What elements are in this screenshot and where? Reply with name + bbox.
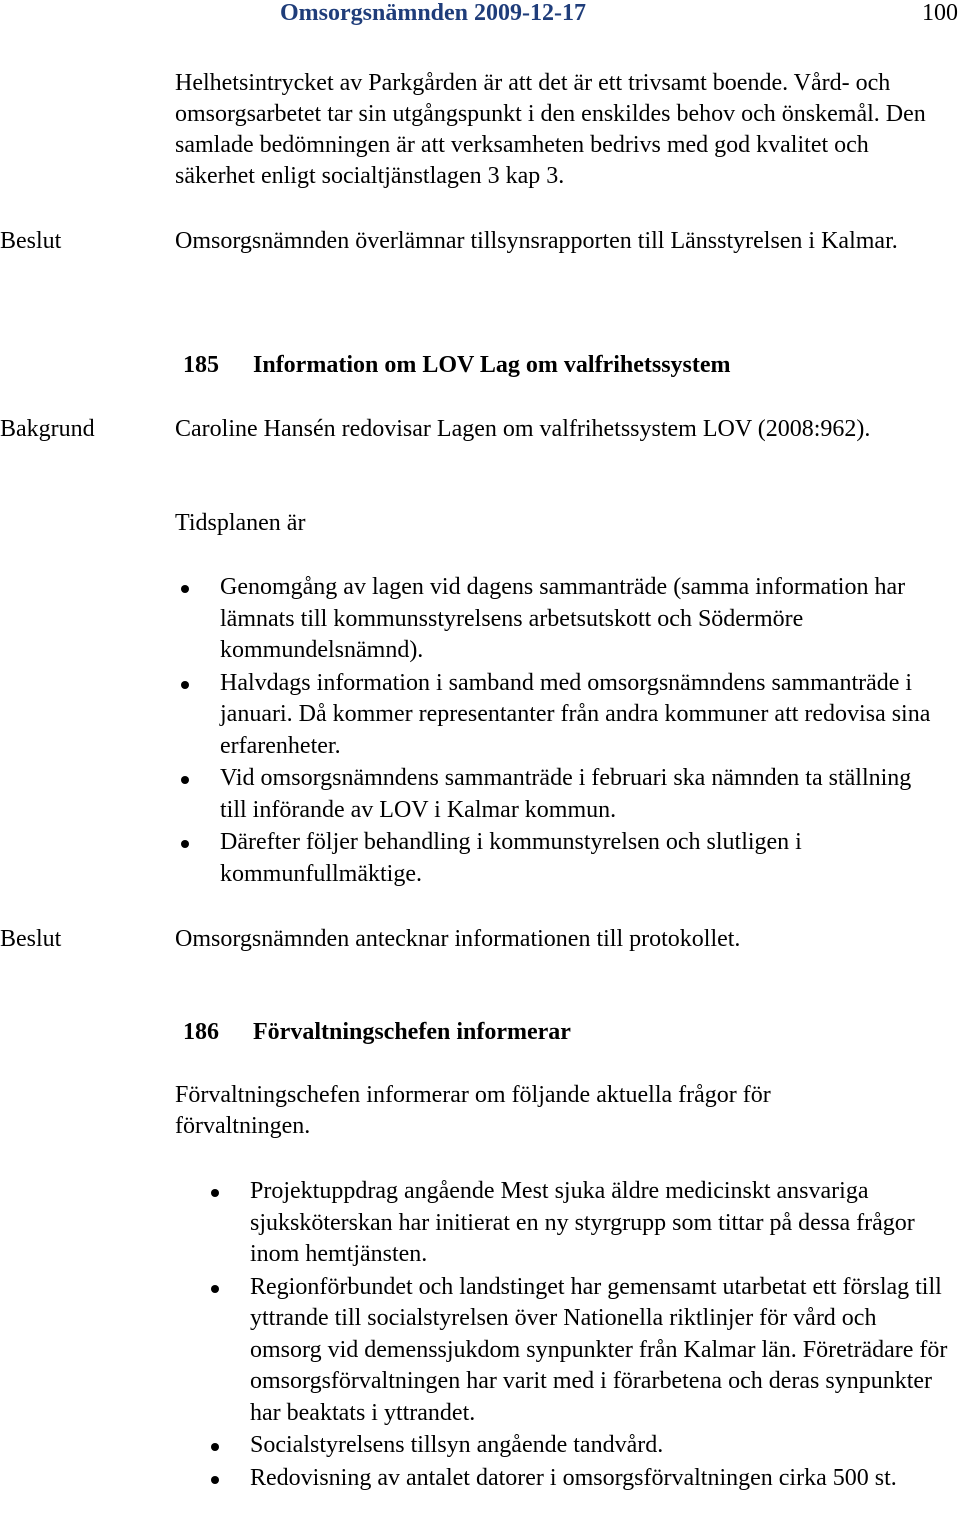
schedule-intro: Tidsplanen är — [175, 510, 306, 536]
schedule-list — [220, 572, 940, 891]
page-number: 100 — [922, 0, 958, 26]
section-186-heading — [175, 1017, 571, 1048]
information-list — [250, 1176, 950, 1495]
bullet-icon — [211, 1476, 219, 1484]
list-item — [250, 1430, 950, 1462]
list-item-text: Socialstyrelsens tillsyn angående tandvård. — [250, 1432, 664, 1458]
section-186-intro: Förvaltningschefen informerar om följande aktuella frågor för förvaltningen. — [175, 1082, 771, 1139]
bakgrund-text: Caroline Hansén redovisar Lagen om valfrihetssystem LOV (2008:962). — [175, 416, 871, 442]
list-item-text: Regionförbundet och landstinget har gemensamt utarbetat ett förslag till yttrande till socialstyrelsen över Nationella riktlinjer för vård och omsorg vid demenssjukdom synpunkter från Kalmar län. Företrädare för omsorgsförvaltningen har varit med i förarbetena och deras synpunkter har beaktats i yttrandet. — [250, 1273, 948, 1426]
intro-paragraph: Helhetsintrycket av Parkgården är att det är ett trivsamt boende. Vård- och omsorgsarbetet tar sin utgångspunkt i den enskildes behov och önskemål. Den samlade bedömningen är att verksamheten bedrivs med god kvalitet och säkerhet enligt socialtjänstlagen 3 kap 3. — [175, 70, 926, 189]
section-185-heading — [175, 350, 731, 381]
bullet-icon — [211, 1443, 219, 1451]
list-item — [250, 1176, 950, 1271]
section-title: Information om LOV Lag om valfrihetssystem — [253, 352, 731, 378]
list-item — [220, 763, 940, 826]
list-item — [250, 1463, 950, 1495]
section-title: Förvaltningschefen informerar — [253, 1019, 571, 1045]
header-title: Omsorgsnämnden 2009-12-17 — [280, 0, 587, 26]
section-number: 185 — [183, 352, 219, 378]
list-item-text: Projektuppdrag angående Mest sjuka äldre medicinskt ansvariga sjuksköterskan har initierat en ny styrgrupp som tittar på dessa frågor inom hemtjänsten. — [250, 1178, 915, 1267]
list-item-text: Redovisning av antalet datorer i omsorgsförvaltningen cirka 500 st. — [250, 1464, 897, 1491]
section-number: 186 — [183, 1019, 219, 1045]
bakgrund-label: Bakgrund — [0, 416, 95, 442]
bullet-icon — [181, 681, 189, 689]
page-header — [0, 0, 960, 30]
list-item-text: Genomgång av lagen vid dagens sammanträde (samma information har lämnats till kommunsstyrelsens arbetsutskott och Södermöre kommundelsnämnd). — [220, 574, 906, 663]
bullet-icon — [211, 1285, 219, 1293]
bullet-icon — [181, 840, 189, 848]
beslut-text: Omsorgsnämnden antecknar informationen till protokollet. — [175, 926, 741, 952]
list-item — [220, 827, 940, 890]
list-item-text: Därefter följer behandling i kommunstyrelsen och slutligen i kommunfullmäktige. — [220, 829, 802, 887]
list-item-text: Vid omsorgsnämndens sammanträde i februari ska nämnden ta ställning till införande av LOV i Kalmar kommun. — [220, 765, 912, 823]
list-item-text: Halvdags information i samband med omsorgsnämndens sammanträde i januari. Då kommer representanter från andra kommuner att redovisa sina erfarenheter. — [220, 669, 931, 759]
list-item — [220, 572, 940, 667]
bullet-icon — [181, 776, 189, 784]
beslut-text: Omsorgsnämnden överlämnar tillsynsrapporten till Länsstyrelsen i Kalmar. — [175, 228, 898, 254]
list-item — [220, 668, 940, 763]
bullet-icon — [211, 1189, 219, 1197]
bullet-icon — [181, 585, 189, 593]
beslut-label: Beslut — [0, 228, 62, 254]
list-item — [250, 1272, 950, 1430]
beslut-label: Beslut — [0, 926, 62, 952]
